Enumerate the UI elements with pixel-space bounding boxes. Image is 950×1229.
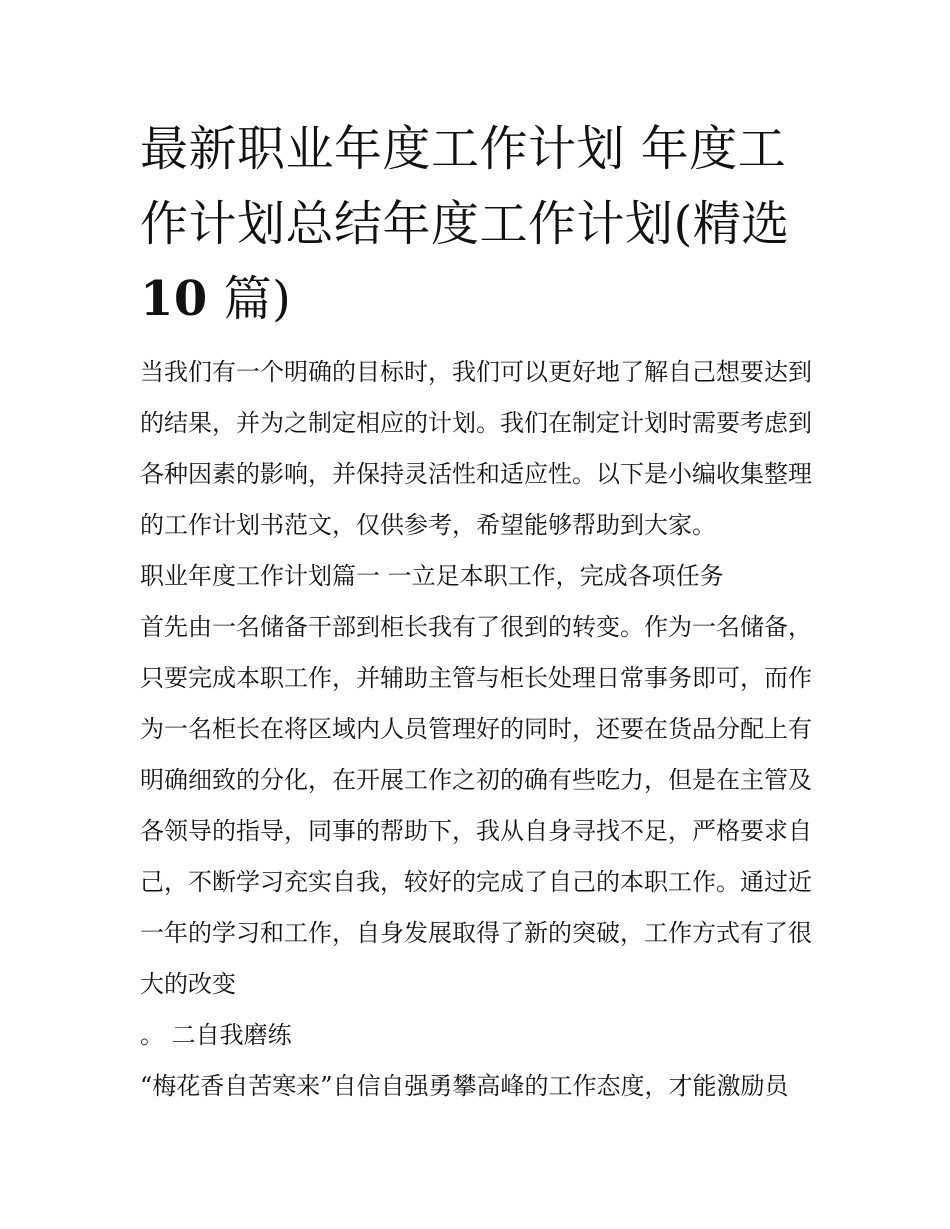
section-heading-paragraph: 职业年度工作计划篇一 一立足本职工作，完成各项任务 bbox=[140, 562, 724, 590]
title-text: 最新职业年度工作计划 年度工作计划总结年度工作计划(精选 bbox=[140, 121, 790, 252]
document-page bbox=[140, 112, 820, 1112]
title-suffix: 篇) bbox=[223, 271, 292, 327]
subsection-heading-paragraph: 。 二自我磨练 bbox=[140, 1021, 292, 1049]
document-title bbox=[140, 112, 820, 337]
quote-paragraph: “梅花香自苦寒来”自信自强勇攀高峰的工作态度，才能激励员 bbox=[140, 1072, 789, 1100]
title-number: 10 bbox=[140, 271, 208, 327]
document-body bbox=[140, 347, 820, 1112]
intro-paragraph: 当我们有一个明确的目标时，我们可以更好地了解自己想要达到的结果，并为之制定相应的计划。我们在制定计划时需要考虑到各种因素的影响，并保持灵活性和适应性。以下是小编收集整理的工作计划书范文，仅供参考，希望能够帮助到大家。 bbox=[140, 358, 812, 539]
body-paragraph: 首先由一名储备干部到柜长我有了很到的转变。作为一名储备，只要完成本职工作，并辅助主管与柜长处理日常事务即可，而作为一名柜长在将区域内人员管理好的同时，还要在货品分配上有明确细致的分化，在开展工作之初的确有些吃力，但是在主管及各领导的指导，同事的帮助下，我从自身寻找不足，严格要求自己，不断学习充实自我，较好的完成了自己的本职工作。通过近一年的学习和工作，自身发展取得了新的突破，工作方式有了很大的改变 bbox=[140, 613, 812, 998]
